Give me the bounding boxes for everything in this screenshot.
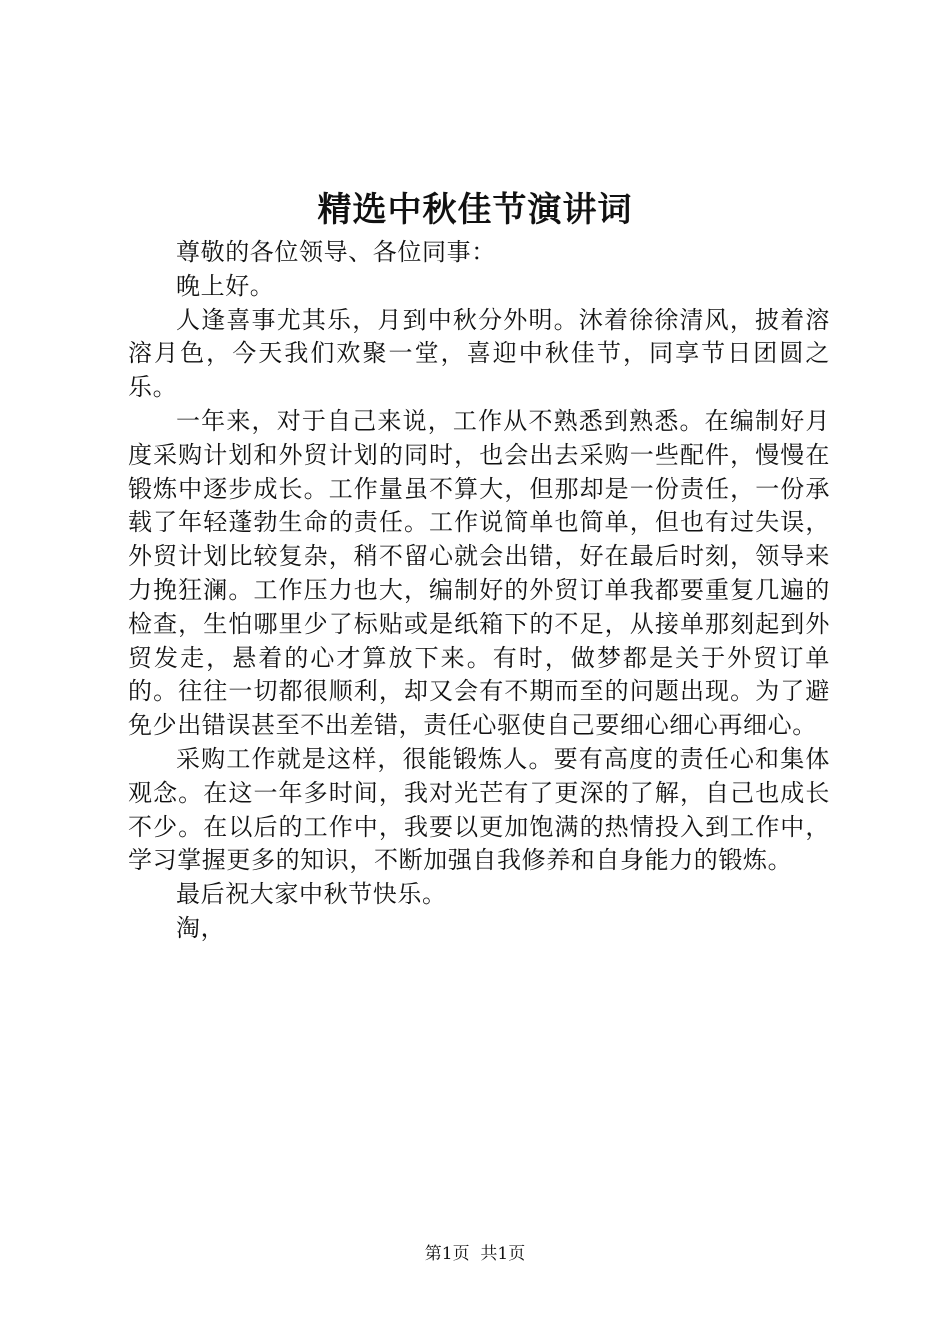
salutation: 尊敬的各位领导、各位同事： <box>176 238 496 266</box>
document-title: 精选中秋佳节演讲词 <box>317 190 633 230</box>
page-number: 第1页 共1页 <box>424 1244 526 1264</box>
body-paragraph: 采购工作就是这样，很能锻炼人。要有高度的责任心和集体观念。在这一年多时间，我对光芒有了更深的了解，自己也成长不少。在以后的工作中，我要以更加饱满的热情投入到工作中，学习掌握更多的知识，不断加强自我修养和自身能力的锻炼。 <box>128 744 830 875</box>
body-paragraph: 一年来，对于自己来说，工作从不熟悉到熟悉。在编制好月度采购计划和外贸计划的同时，也会出去采购一些配件，慢慢在锻炼中逐步成长。工作量虽不算大，但那却是一份责任，一份承载了年轻蓬勃生命的责任。工作说简单也简单，但也有过失误，外贸计划比较复杂，稍不留心就会出错，好在最后时刻，领导来力挽狂澜。工作压力也大，编制好的外贸订单我都要重复几遍的检查，生怕哪里少了标贴或是纸箱下的不足，从接单那刻起到外贸发走，悬着的心才算放下来。有时，做梦都是关于外贸订单的。往往一切都很顺利，却又会有不期而至的问题出现。为了避免少出错误甚至不出差错，责任心驱使自己要细心细心再细心。 <box>128 406 830 740</box>
page-footer <box>0 1242 950 1266</box>
closing-fragment: 淘， <box>176 913 226 942</box>
greeting: 晚上好。 <box>176 271 275 300</box>
document-body <box>128 236 830 946</box>
closing-wish: 最后祝大家中秋节快乐。 <box>176 880 447 909</box>
body-paragraph: 人逢喜事尤其乐，月到中秋分外明。沐着徐徐清风，披着溶溶月色，今天我们欢聚一堂，喜迎中秋佳节，同享节日团圆之乐。 <box>128 305 830 402</box>
